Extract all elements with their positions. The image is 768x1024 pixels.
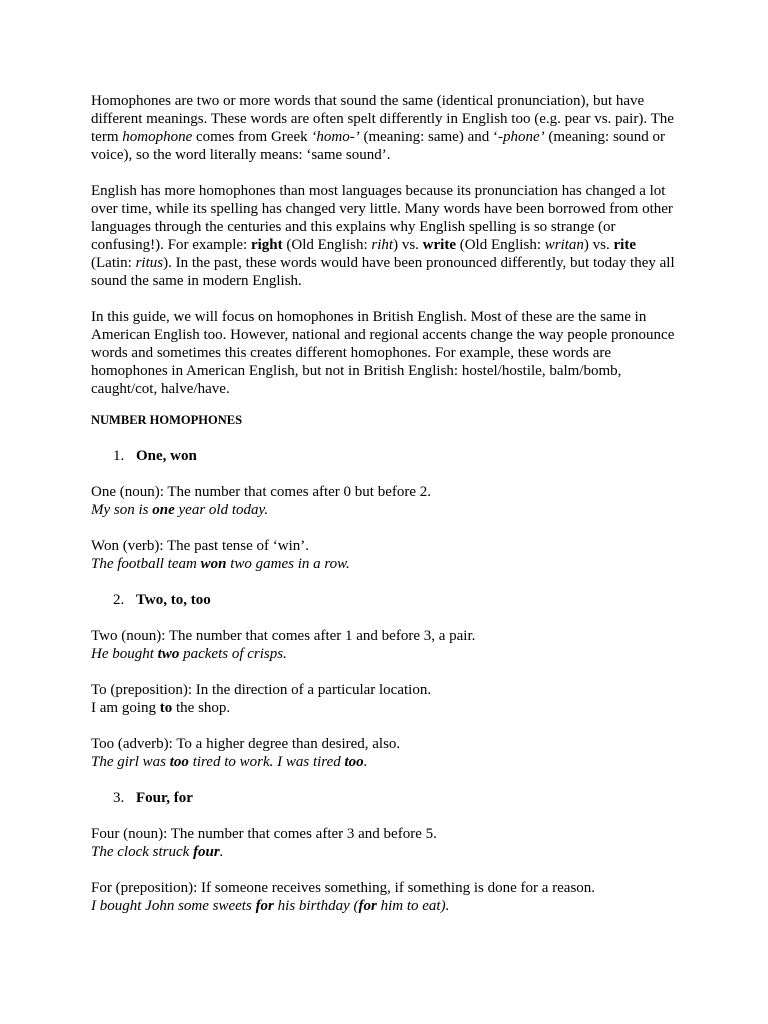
list-number: 3. xyxy=(113,790,125,806)
definition-line xyxy=(91,681,691,699)
definition-text: Too (adverb): To a higher degree than desired, also. xyxy=(91,736,401,752)
example-text: He bought xyxy=(91,646,158,662)
list-number: 1. xyxy=(113,448,125,464)
text-run: (Old English: xyxy=(282,237,372,253)
text-run: (Old English: xyxy=(455,237,545,253)
example-keyword: two xyxy=(157,646,180,662)
example-text: two games in a row. xyxy=(226,556,350,572)
example-keyword: for xyxy=(358,898,377,914)
group-title: Two, to, too xyxy=(136,592,211,608)
example-keyword: to xyxy=(159,700,173,716)
text-line xyxy=(91,146,691,164)
example-text: his birthday ( xyxy=(273,898,359,914)
example-sentence xyxy=(91,753,691,771)
group-title: One, won xyxy=(136,448,197,464)
text-run: English has more homophones than most languages because its pronunciation has changed a lot xyxy=(91,183,666,199)
text-run: ) vs. xyxy=(393,237,423,253)
text-run: (meaning: sound or xyxy=(544,129,666,145)
text-run: caught/cot, halve/have. xyxy=(91,381,230,397)
example-sentence xyxy=(91,843,691,861)
text-line xyxy=(91,110,691,128)
text-run: term xyxy=(91,129,123,145)
homophone-group xyxy=(91,447,691,573)
definition-line xyxy=(91,825,691,843)
text-run: words and sometimes this creates different homophones. For example, these words are xyxy=(91,345,612,361)
italic-term: ritus xyxy=(135,255,164,271)
homophone-entry xyxy=(91,735,691,771)
text-run: (meaning: same) and ‘ xyxy=(359,129,498,145)
homophone-group xyxy=(91,591,691,771)
text-line xyxy=(91,344,691,362)
document-body xyxy=(91,92,691,915)
list-number: 2. xyxy=(113,592,125,608)
italic-term: writan xyxy=(544,237,584,253)
text-run: In this guide, we will focus on homophones in British English. Most of these are the same in xyxy=(91,309,647,325)
example-keyword: too xyxy=(169,754,189,770)
homophone-entry xyxy=(91,483,691,519)
example-sentence xyxy=(91,501,691,519)
text-run: languages through the centuries and this explains why English spelling is so strange (or xyxy=(91,219,616,235)
text-run: different meanings. These words are often spelt differently in English too (e.g. pear vs. pair). The xyxy=(91,111,674,127)
text-line xyxy=(91,128,691,146)
example-text: My son is xyxy=(91,502,153,518)
text-run: voice), so the word literally means: ‘same sound’. xyxy=(91,147,391,163)
example-keyword: too xyxy=(344,754,364,770)
homophone-entry xyxy=(91,627,691,663)
group-header xyxy=(91,591,691,609)
group-header xyxy=(91,789,691,807)
definition-text: For (preposition): If someone receives something, if something is done for a reason. xyxy=(91,880,596,896)
intro-paragraph xyxy=(91,92,691,164)
example-keyword: one xyxy=(152,502,175,518)
text-line xyxy=(91,380,691,398)
example-keyword: for xyxy=(255,898,274,914)
example-text: him to eat). xyxy=(376,898,450,914)
definition-line xyxy=(91,627,691,645)
example-text: I am going xyxy=(91,700,160,716)
definition-line xyxy=(91,735,691,753)
text-run: ) vs. xyxy=(583,237,614,253)
text-line xyxy=(91,92,691,110)
text-line xyxy=(91,272,691,290)
intro-paragraph xyxy=(91,182,691,290)
homophone-entry xyxy=(91,879,691,915)
example-text: I bought John some sweets xyxy=(91,898,256,914)
text-run: ). In the past, these words would have been pronounced differently, but today they all xyxy=(163,255,675,271)
example-text: The girl was xyxy=(91,754,170,770)
example-sentence xyxy=(91,555,691,573)
italic-term: -phone’ xyxy=(497,129,545,145)
text-run: sound the same in modern English. xyxy=(91,273,302,289)
text-run: Homophones are two or more words that sound the same (identical pronunciation), but have xyxy=(91,93,645,109)
group-title: Four, for xyxy=(136,790,193,806)
example-text: tired to work. I was tired xyxy=(188,754,345,770)
intro-paragraph xyxy=(91,308,691,398)
text-line xyxy=(91,218,691,236)
example-keyword: won xyxy=(200,556,227,572)
bold-term: right xyxy=(250,237,283,253)
example-text: The clock struck xyxy=(91,844,194,860)
text-line xyxy=(91,362,691,380)
example-text: . xyxy=(219,844,224,860)
definition-line xyxy=(91,879,691,897)
example-text: The football team xyxy=(91,556,201,572)
definition-text: Four (noun): The number that comes after 3 and before 5. xyxy=(91,826,437,842)
text-run: confusing!). For example: xyxy=(91,237,251,253)
text-run: (Latin: xyxy=(91,255,136,271)
italic-term: homophone xyxy=(122,129,193,145)
definition-text: Two (noun): The number that comes after 1 and before 3, a pair. xyxy=(91,628,476,644)
text-line xyxy=(91,308,691,326)
text-run: over time, while its spelling has changed very little. Many words have been borrowed from other xyxy=(91,201,673,217)
section-heading: NUMBER HOMOPHONES xyxy=(91,413,243,427)
example-sentence xyxy=(91,645,691,663)
example-sentence xyxy=(91,897,691,915)
text-line xyxy=(91,254,691,272)
example-text: the shop. xyxy=(172,700,231,716)
text-run: homophones in American English, but not in British English: hostel/hostile, balm/bomb, xyxy=(91,363,622,379)
bold-term: rite xyxy=(613,237,636,253)
definition-text: One (noun): The number that comes after 0 but before 2. xyxy=(91,484,432,500)
definition-line xyxy=(91,483,691,501)
homophone-group xyxy=(91,789,691,915)
example-text: . xyxy=(363,754,368,770)
italic-term: riht xyxy=(371,237,394,253)
definition-line xyxy=(91,537,691,555)
definition-text: Won (verb): The past tense of ‘win’. xyxy=(91,538,310,554)
example-text: packets of crisps. xyxy=(179,646,287,662)
homophone-entry xyxy=(91,825,691,861)
italic-term: ‘homo-’ xyxy=(311,129,360,145)
text-run: comes from Greek xyxy=(192,129,312,145)
group-header xyxy=(91,447,691,465)
example-sentence xyxy=(91,699,691,717)
homophone-entry xyxy=(91,681,691,717)
text-run: American English too. However, national and regional accents change the way people pronounce xyxy=(91,327,675,343)
text-line xyxy=(91,182,691,200)
example-text: year old today. xyxy=(174,502,269,518)
text-line xyxy=(91,326,691,344)
text-line xyxy=(91,200,691,218)
example-keyword: four xyxy=(193,844,220,860)
bold-term: write xyxy=(422,237,456,253)
text-line xyxy=(91,236,691,254)
homophone-entry xyxy=(91,537,691,573)
definition-text: To (preposition): In the direction of a particular location. xyxy=(91,682,432,698)
